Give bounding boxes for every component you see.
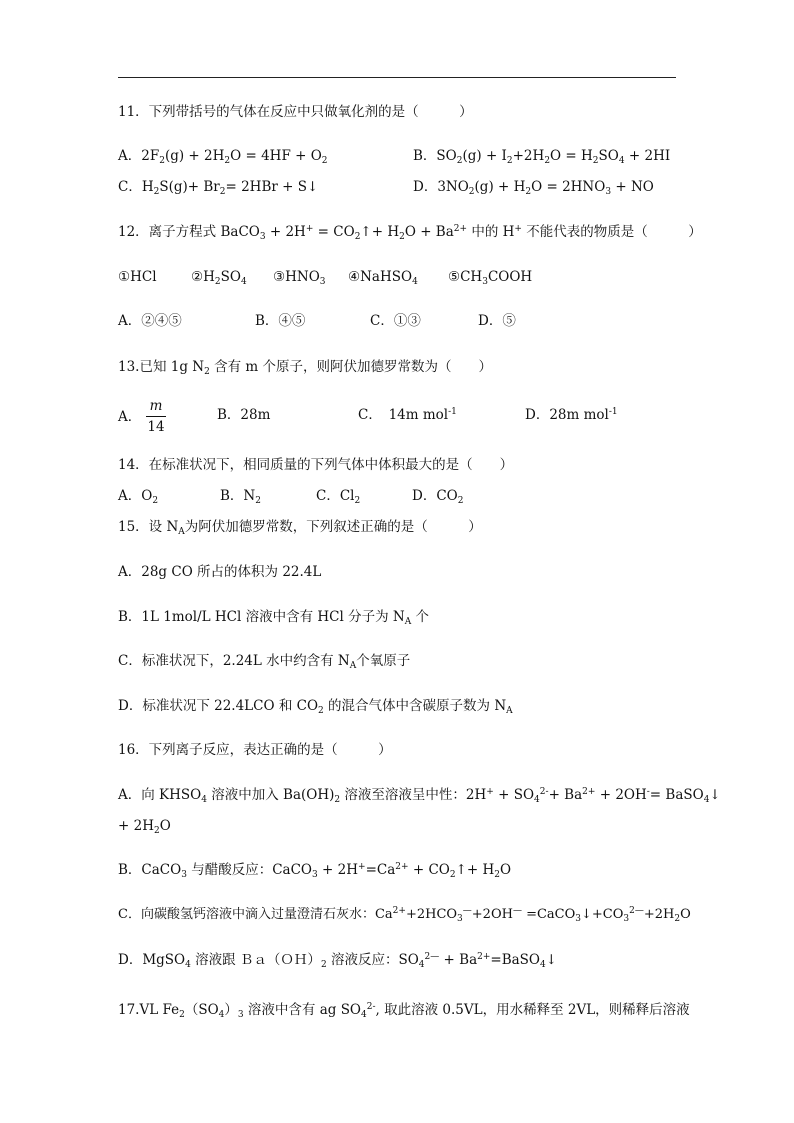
q11-option-a: A．$2F_2(g) + 2H_2O = 4HF + O_2$ [118, 148, 328, 166]
q12-item-4: ④NaHSO$_4$ [348, 269, 418, 287]
q12-item-5: $⑤CH_3COOH$ [448, 269, 533, 287]
q13-option-d: D．28m mol$^{-1}$ [525, 407, 618, 423]
q13-option-a-fraction [146, 398, 166, 435]
q11-option-d: D．$3NO_2(g) + H_2O = 2HNO_3$ + NO [413, 179, 654, 197]
q14-option-d: D．$CO_2$ [412, 488, 464, 506]
q14-option-b: B．$N_2$ [220, 488, 261, 506]
q14-stem: 14．在标准状况下，相同质量的下列气体中体积最大的是（ ） [118, 457, 514, 473]
q13-option-b: B．28m [217, 407, 271, 423]
q12-item-3: $③HNO_3$ [273, 269, 326, 287]
q12-item-2: $②H_2SO_4$ [191, 269, 247, 287]
q15-option-b: B．1L 1mol/L HCl 溶液中含有 HCl 分子为 $N_A$ 个 [118, 609, 430, 627]
q15-option-d: D．标准状况下 22.4LCO 和 $CO_2$ 的混合气体中含碳原子数为 $N_A$ [118, 698, 513, 716]
fraction-numerator: m [149, 398, 163, 414]
q15-option-c: C．标准状况下，2.24L 水中约含有 $N_A$个氧原子 [118, 653, 411, 671]
q11-option-c: C．$H_2S(g)+ Br_2= 2HBr$ + S↓ [118, 179, 319, 197]
q11-stem: 11．下列带括号的气体在反应中只做氧化剂的是（ ） [118, 104, 473, 120]
q12-stem: 12．离子方程式 BaCO$_3$ + $2H^+ = CO_2↑+ H_2O + Ba^{2+}$ 中的 H+ 不能代表的物质是（ ） [118, 224, 702, 242]
q11-option-b: B．$SO_2(g) + I_2+2H_2O = H_2SO_4 + 2HI$ [413, 148, 671, 166]
q16-option-a: A．向 $KHSO_4$ 溶液中加入 $Ba(OH)_2$ 溶液至溶液呈中性：$2H^+ + SO_4^{2-}+ Ba^{2+} + 2OH^-=$ BaSO$_4$↓ [118, 787, 721, 805]
q15-option-a: A．28g CO 所占的体积为 22.4L [118, 564, 322, 580]
q14-option-c: C．$Cl_2$ [316, 488, 361, 506]
q16-stem: 16．下列离子反应，表达正确的是（ ） [118, 742, 392, 758]
q12-option-c: C．①③ [370, 313, 421, 329]
header-rule [118, 77, 676, 78]
q14-option-a: A．$O_2$ [118, 488, 159, 506]
q13-stem: 13.已知 1g $N_2$ 含有 m 个原子，则阿伏加德罗常数为（ ） [118, 359, 493, 377]
q12-item-1: ①HCl [118, 269, 157, 285]
fraction-denominator: 14 [147, 419, 165, 435]
q15-stem: 15．设 $N_A$为阿伏加德罗常数，下列叙述正确的是（ ） [118, 519, 482, 537]
q13-option-c: C． 14m mol$^{-1}$ [358, 407, 457, 423]
q12-option-d: D．⑤ [478, 313, 516, 329]
q16-option-b: B．CaCO$_3$ 与醋酸反应：CaCO$_3$ + $2H^+=Ca^{2+}$ + $CO_2↑+ H_2O$ [118, 862, 512, 880]
q16-option-a-continued: + $2H_2O$ [118, 818, 171, 836]
q16-option-c: C．向碳酸氢钙溶液中滴入过量澄清石灰水：$Ca^{2+}+2HCO_3^—+2OH^—$ $=CaCO_3↓+CO_3^{2—}+2H_2O$ [118, 906, 691, 924]
fraction-bar [146, 416, 166, 417]
q12-option-a: A．②④⑤ [118, 313, 182, 329]
q13-option-a-label: A． [118, 409, 142, 425]
q12-option-b: B．④⑤ [255, 313, 306, 329]
q16-option-d: D．MgSO$_4$ 溶液跟 $Ba(OH)_2$ 溶液反应：$SO_4^{2—}$ + $Ba^{2+}=BaSO_4↓$ [118, 952, 558, 970]
q17-stem: 17.VL $Fe_2(SO_4)_3$ 溶液中含有 ag $SO_4^{2-}$, 取此溶液 0.5VL，用水稀释至 2VL，则稀释后溶液 [118, 1002, 690, 1020]
